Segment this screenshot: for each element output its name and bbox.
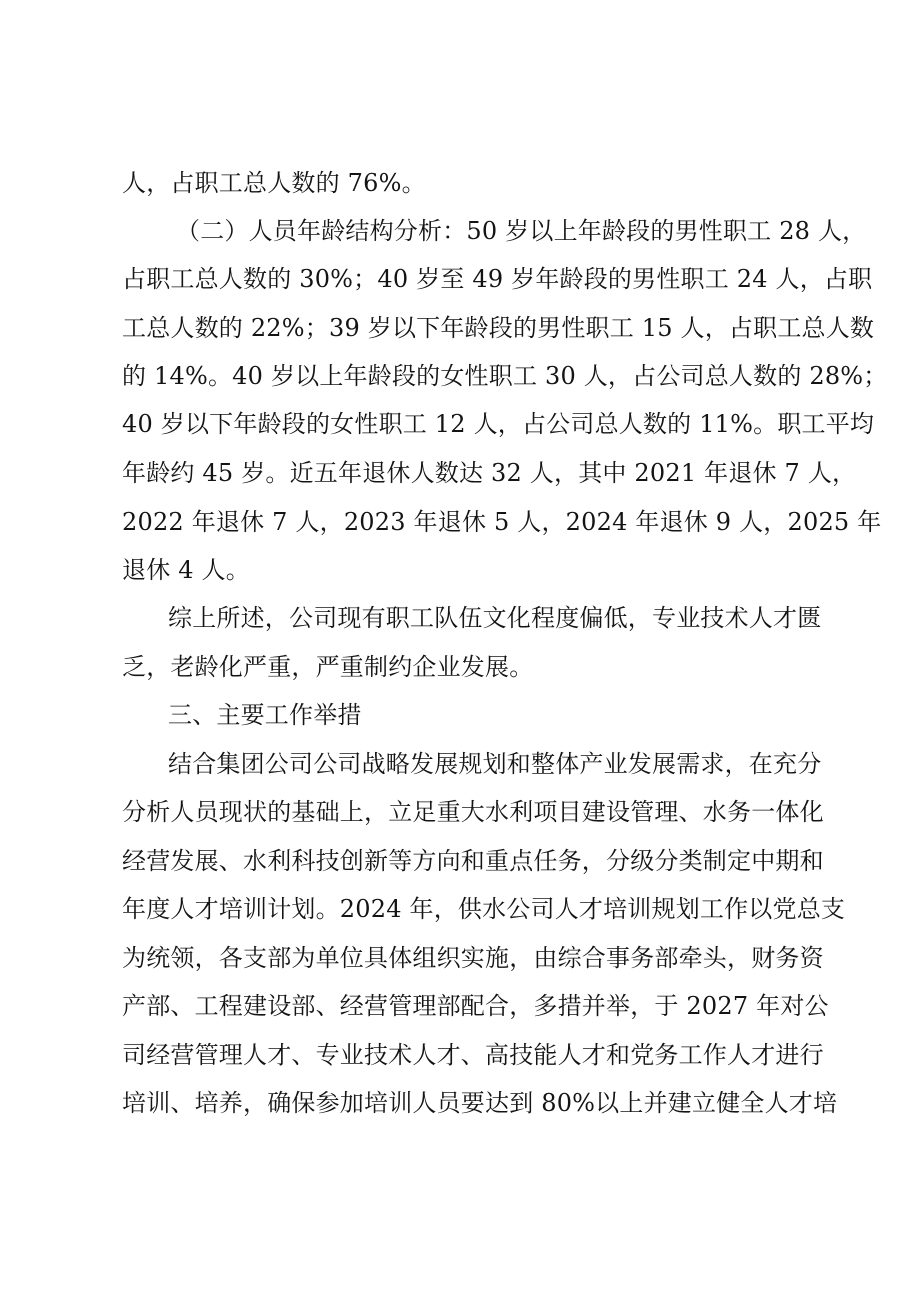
- text-line: 经营发展、水利科技创新等方向和重点任务，分级分类制定中期和: [122, 847, 824, 875]
- text-line: 年度人才培训计划。2024 年，供水公司人才培训规划工作以党总支: [122, 895, 846, 923]
- text-line: 退休 4 人。: [122, 556, 250, 584]
- text-line: 结合集团公司公司战略发展规划和整体产业发展需求，在充分: [168, 750, 822, 778]
- text-line: 分析人员现状的基础上，立足重大水利项目建设管理、水务一体化: [122, 798, 824, 826]
- text-line: 工总人数的 22%；39 岁以下年龄段的男性职工 15 人，占职工总人数: [122, 314, 875, 342]
- text-line: （二）人员年龄结构分析：50 岁以上年龄段的男性职工 28 人，: [176, 217, 867, 245]
- text-line: 司经营管理人才、专业技术人才、高技能人才和党务工作人才进行: [122, 1041, 824, 1069]
- text-line: 的 14%。40 岁以上年龄段的女性职工 30 人，占公司总人数的 28%；: [122, 362, 888, 390]
- text-line: 40 岁以下年龄段的女性职工 12 人，占公司总人数的 11%。职工平均: [122, 410, 875, 438]
- text-line: 乏，老龄化严重，严重制约企业发展。: [122, 653, 534, 681]
- section-heading: 三、主要工作举措: [168, 701, 362, 729]
- text-line: 2022 年退休 7 人，2023 年退休 5 人，2024 年退休 9 人，2025 年: [122, 508, 882, 536]
- text-line: 占职工总人数的 30%；40 岁至 49 岁年龄段的男性职工 24 人，占职: [122, 265, 873, 293]
- text-line: 培训、培养，确保参加培训人员要达到 80%以上并建立健全人才培: [122, 1089, 838, 1117]
- text-line: 人，占职工总人数的 76%。: [122, 169, 426, 197]
- text-line: 产部、工程建设部、经营管理部配合，多措并举，于 2027 年对公: [122, 992, 829, 1020]
- text-line: 年龄约 45 岁。近五年退休人数达 32 人，其中 2021 年退休 7 人，: [122, 459, 857, 487]
- text-line: 为统领，各支部为单位具体组织实施，由综合事务部牵头，财务资: [122, 944, 824, 972]
- text-line: 综上所述，公司现有职工队伍文化程度偏低，专业技术人才匮: [168, 604, 822, 632]
